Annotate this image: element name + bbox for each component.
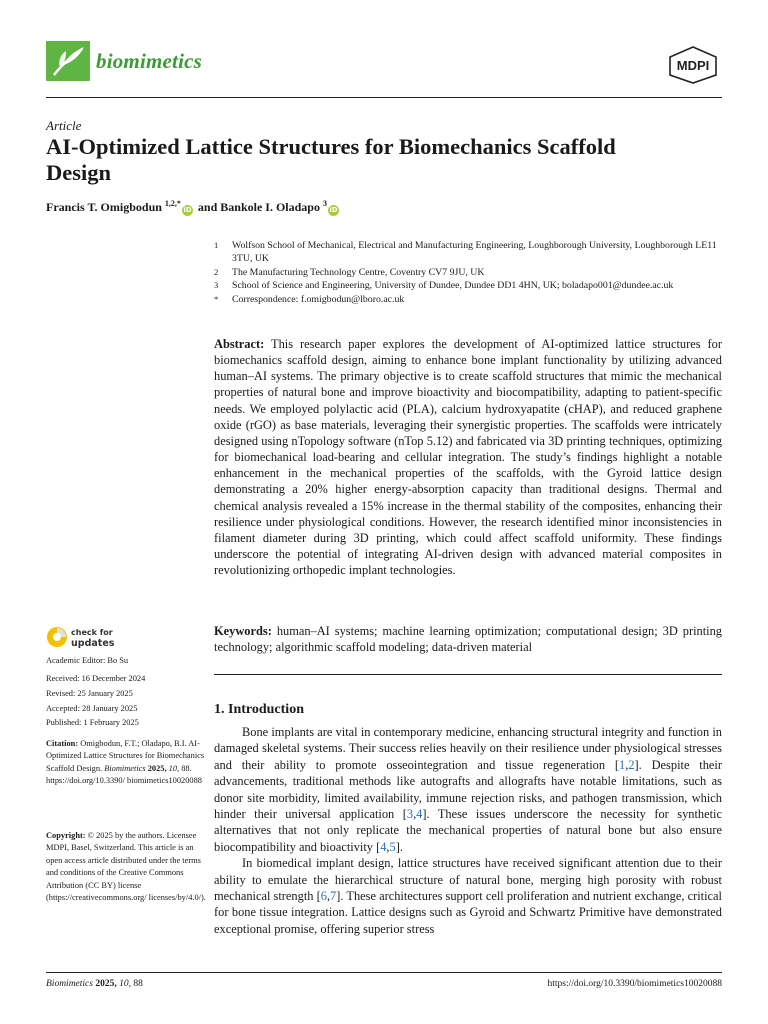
- paragraph-text: ]. These issues underscore the necessity for synthetic alternatives that not only replicate the mechanical properties of natural bone but also ensure biocompatibility and bioactivity [: [214, 807, 722, 854]
- footer-journal: Biomimetics: [46, 979, 93, 989]
- paragraph-text: ]. These architectures support cell proliferation and nutrient exchange, critical for bone tissue integration. Lattice designs such as Gyroid and Schwartz Primitive have demonstrated exceptional promise, offering superior stress: [214, 889, 722, 936]
- journal-logo-icon: [46, 41, 90, 81]
- affiliation-text: Wolfson School of Mechanical, Electrical and Manufacturing Engineering, Loughborough University, Loughborough LE11 3TU, UK: [232, 240, 717, 265]
- publisher-name: MDPI: [676, 58, 710, 73]
- reference-link[interactable]: 6: [320, 889, 327, 904]
- orcid-icon[interactable]: iD: [329, 206, 338, 214]
- affiliation-mark: 1: [214, 240, 219, 250]
- keywords-label: Keywords:: [214, 624, 272, 638]
- citation-year: 2025,: [147, 763, 167, 773]
- affiliation-mark: 2: [214, 266, 219, 277]
- introduction-body: [214, 724, 722, 937]
- citation-volume: 10,: [168, 763, 180, 773]
- check-updates-line1: check for: [71, 628, 113, 637]
- introduction-paragraph: [214, 724, 722, 855]
- reference-link[interactable]: 2: [628, 757, 635, 772]
- paragraph-text: Bone implants are vital in contemporary medicine, enhancing structural integrity and function in damaged skeletal systems. Their success relies heavily on their resilience under physiological stresses and their ability to promote osseointegration and tissue regeneration [: [214, 725, 722, 772]
- affiliation-item: [214, 293, 724, 306]
- paragraph-text: ,: [386, 839, 390, 854]
- author-affiliation-mark: 1,2,*: [164, 199, 181, 208]
- footer-year: 2025,: [95, 979, 117, 989]
- keywords-divider: [214, 674, 722, 675]
- date-revised: Revised: 25 January 2025: [46, 689, 133, 698]
- publisher-logo: [664, 45, 722, 85]
- check-updates-icon: [46, 626, 68, 648]
- affiliation-item: [214, 266, 724, 279]
- citation-doi-link[interactable]: 88. https://doi.org/10.3390/ biomimetics10020088: [46, 763, 202, 786]
- date-accepted: Accepted: 28 January 2025: [46, 704, 138, 713]
- paragraph-text: ].: [395, 839, 403, 854]
- date-published: Published: 1 February 2025: [46, 718, 139, 727]
- reference-link[interactable]: 7: [330, 889, 337, 904]
- footer-citation: [46, 979, 143, 989]
- affiliation-text: School of Science and Engineering, University of Dundee, Dundee DD1 4HN, UK; boladapo001@dundee.ac.uk: [232, 280, 674, 292]
- reference-link[interactable]: 4: [416, 807, 423, 822]
- affiliation-text: The Manufacturing Technology Centre, Coventry CV7 9JU, UK: [232, 266, 485, 278]
- affiliation-item: [214, 279, 724, 292]
- paragraph-text: In biomedical implant design, lattice structures have received significant attention due to their ability to emulate the hierarchical structure of natural bone, merging high porosity with robust mechanical strength [: [214, 856, 722, 904]
- citation: [46, 738, 206, 788]
- author-conjunction: and: [197, 200, 218, 214]
- affiliation-item: [214, 239, 724, 266]
- keywords-text: human–AI systems; machine learning optimization; computational design; 3D printing technology; algorithmic scaffold modeling; data-driven material: [214, 624, 722, 655]
- paragraph-text: ,: [413, 807, 417, 822]
- abstract: [214, 336, 722, 578]
- check-for-updates-button[interactable]: [46, 625, 126, 651]
- keywords: [214, 623, 722, 655]
- author-name[interactable]: Francis T. Omigbodun: [46, 200, 162, 214]
- author-name[interactable]: Bankole I. Oladapo: [220, 200, 320, 214]
- citation-journal: Biomimetics: [104, 763, 146, 773]
- footer-divider: [46, 972, 722, 973]
- footer-article-number: 88: [133, 979, 143, 989]
- footer-doi-link[interactable]: https://doi.org/10.3390/biomimetics10020088: [547, 979, 722, 989]
- orcid-icon[interactable]: iD: [183, 206, 192, 214]
- article-type: Article: [46, 118, 82, 133]
- author-list: [46, 199, 341, 216]
- copyright-text: © 2025 by the authors. Licensee MDPI, Basel, Switzerland. This article is an open access article distributed under the terms and conditions of the Creative Commons Attribution (CC BY) license (https://creativecommons.org/ licenses/by/4.0/).: [46, 831, 206, 903]
- paragraph-text: ]. Despite their advancements, traditional methods like autografts and allografts have notable limitations, such as donor site morbidity, limited availability, immune rejection risks, and pathogen transmission, which hinder their universal application [: [214, 757, 722, 822]
- paragraph-text: ,: [625, 757, 629, 772]
- reference-link[interactable]: 3: [406, 807, 414, 822]
- reference-link[interactable]: 5: [389, 839, 396, 854]
- header-divider: [46, 97, 722, 98]
- affiliation-mark: 3: [214, 280, 219, 291]
- affiliation-text: Correspondence: f.omigbodun@lboro.ac.uk: [232, 293, 405, 305]
- paragraph-text: ,: [326, 889, 331, 904]
- journal-name: biomimetics: [96, 49, 203, 73]
- article-title: AI-Optimized Lattice Structures for Biomechanics Scaffold Design: [46, 134, 616, 185]
- abstract-label: Abstract:: [214, 337, 265, 351]
- introduction-paragraph: [214, 855, 722, 937]
- citation-label: Citation:: [46, 739, 79, 748]
- affiliation-mark: *: [214, 293, 219, 304]
- author-affiliation-mark: 3: [322, 199, 327, 208]
- section-heading-introduction: 1. Introduction: [214, 702, 304, 717]
- academic-editor: Academic Editor: Bo Su: [46, 656, 129, 665]
- footer-volume: 10,: [119, 979, 131, 989]
- abstract-text: This research paper explores the development of AI-optimized lattice structures for biomechanics scaffold design, aiming to enhance bone implant functionality by utilizing advanced human–AI systems. The primary objective is to create scaffold structures that mimic the mechanical properties of natural bone and improve bioactivity and biocompatibility, adapting to patient-specific needs. We employed polylactic acid (PLA), calcium hydroxyapatite (cHAP), and reduced graphene oxide (rGO) as base materials, leveraging their synergistic properties. The scaffolds were intricately designed using nTopology software (nTop 5.12) and fabricated via 3D printing techniques, optimizing for biomechanical load-bearing and cellular integration. The study’s findings highlight a notable enhancement in the mechanical properties of the scaffolds, with the Gyroid lattice design demonstrating a 20% higher energy-absorption capacity than traditional designs. Thermal and chemical analysis revealed a 15% increase in the thermal stability of the composites, enhancing their resilience under physiological conditions. However, the research identified minor inconsistencies in filament diameter during 3D printing, which could affect scaffold uniformity. These findings underscore the potential of integrating AI-driven design with advanced material composites in revolutionizing orthopedic implant technologies.: [214, 337, 722, 578]
- check-updates-line2: updates: [71, 638, 115, 649]
- reference-link[interactable]: 4: [380, 839, 387, 854]
- copyright-label: Copyright:: [46, 831, 86, 840]
- citation-text: Omigbodun, F.T.; Oladapo, B.I. AI-Optimized Lattice Structures for Biomechanics Scaffold Design.: [46, 739, 205, 773]
- reference-link[interactable]: 1: [619, 757, 626, 772]
- copyright: [46, 830, 206, 904]
- date-received: Received: 16 December 2024: [46, 674, 146, 683]
- affiliations: [214, 239, 724, 306]
